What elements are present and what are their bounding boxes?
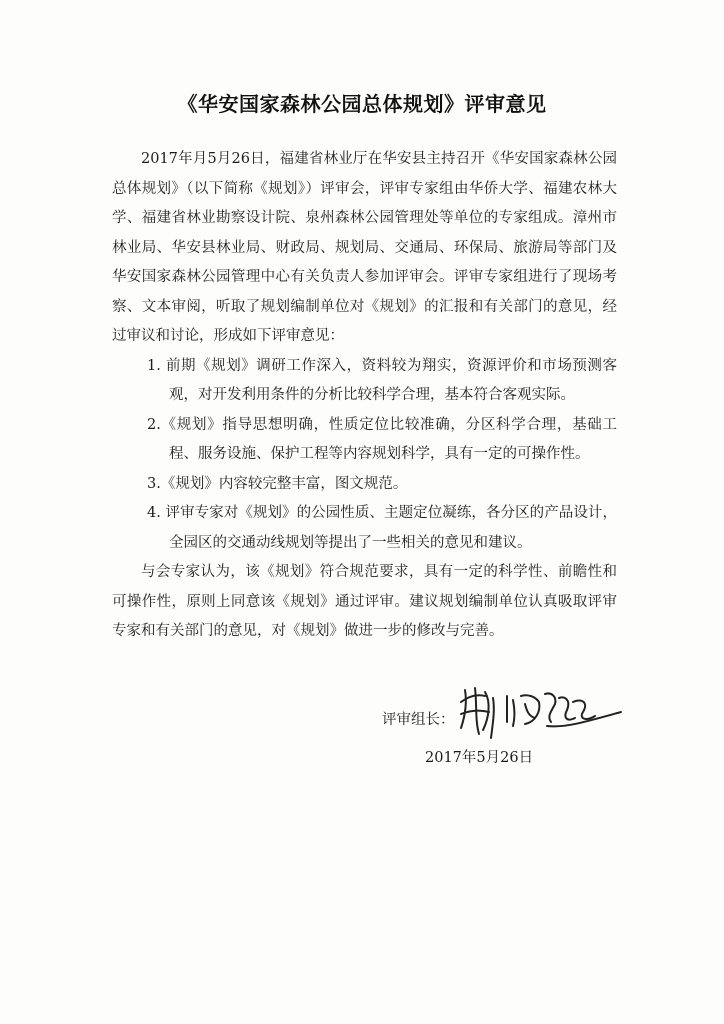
opinion-list xyxy=(112,352,617,559)
opinion-item-2: 2.《规划》指导思想明确，性质定位比较准确，分区科学合理，基础工程、服务设施、保护工程等内容规划科学，具有一定的可操作性。 xyxy=(147,416,617,462)
opinion-item-3: 3.《规划》内容较完整丰富，图文规范。 xyxy=(147,475,408,492)
signature-row xyxy=(382,688,625,748)
document-body xyxy=(112,145,617,647)
conclusion-paragraph: 与会专家认为，该《规划》符合规范要求，具有一定的科学性、前瞻性和可操作性，原则上同意该《规划》通过评审。建议规划编制单位认真吸取评审专家和有关部门的意见，对《规划》做进一步的修改与完善。 xyxy=(112,564,617,639)
signature-label: 评审组长： xyxy=(382,711,455,728)
opinion-item-1: 1. 前期《规划》调研工作深入，资料较为翔实，资源评价和市场预测客观，对开发利用条件的分析比较科学合理，基本符合客观实际。 xyxy=(147,357,617,403)
opinion-item-4: 4. 评审专家对《规划》的公园性质、主题定位凝练，各分区的产品设计，全园区的交通动线规划等提出了一些相关的意见和建议。 xyxy=(147,505,617,551)
document-title: 《华安国家森林公园总体规划》评审意见 xyxy=(177,92,547,116)
handwritten-signature xyxy=(455,682,625,742)
intro-paragraph: 2017年月5月26日，福建省林业厅在华安县主持召开《华安国家森林公园总体规划》（以下简称《规划》）评审会，评审专家组由华侨大学、福建农林大学、福建省林业勘察设计院、泉州森林公园管理处等单位的专家组成。漳州市林业局、华安县林业局、财政局、规划局、交通局、环保局、旅游局等部门及华安国家森林公园管理中心有关负责人参加评审会。评审专家组进行了现场考察、文本审阅，听取了规划编制单位对《规划》的汇报和有关部门的意见，经过审议和讨论，形成如下评审意见： xyxy=(112,151,617,344)
document-date: 2017年5月26日 xyxy=(425,750,534,766)
